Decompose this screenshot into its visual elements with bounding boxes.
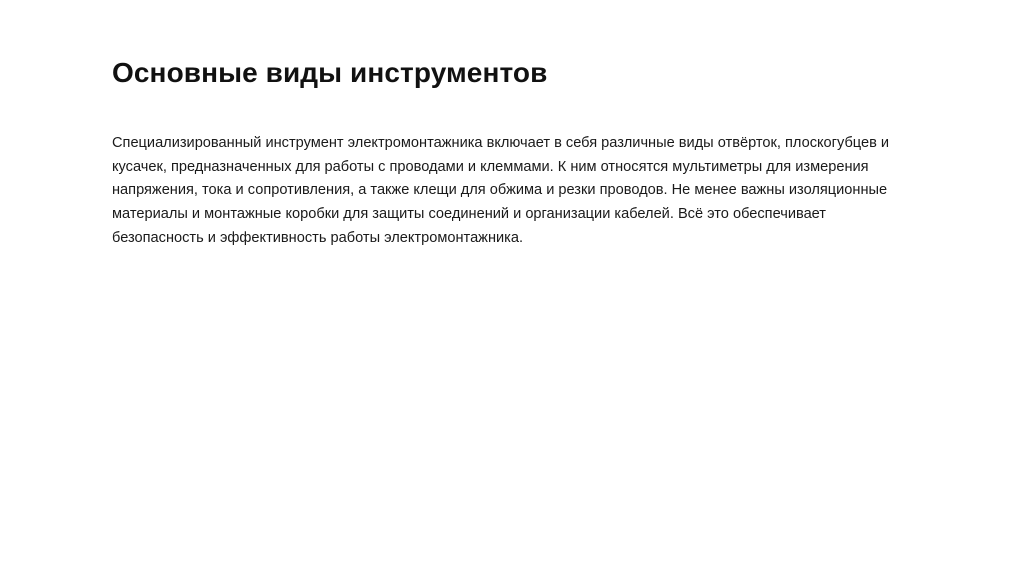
slide-body-text: Специализированный инструмент электромонтажника включает в себя различные виды отвёрток, плоскогубцев и кусачек, предназначенных для работы с проводами и клеммами. К ним относятся мультиметры для измерения напряжения, тока и сопротивления, а также клещи для обжима и резки проводов. Не менее важны изоляционные материалы и монтажные коробки для защиты соединений и организации кабелей. Всё это обеспечивает безопасность и эффективность работы электромонтажника.: [112, 135, 890, 246]
page-title: Основные виды инструментов: [112, 57, 548, 88]
